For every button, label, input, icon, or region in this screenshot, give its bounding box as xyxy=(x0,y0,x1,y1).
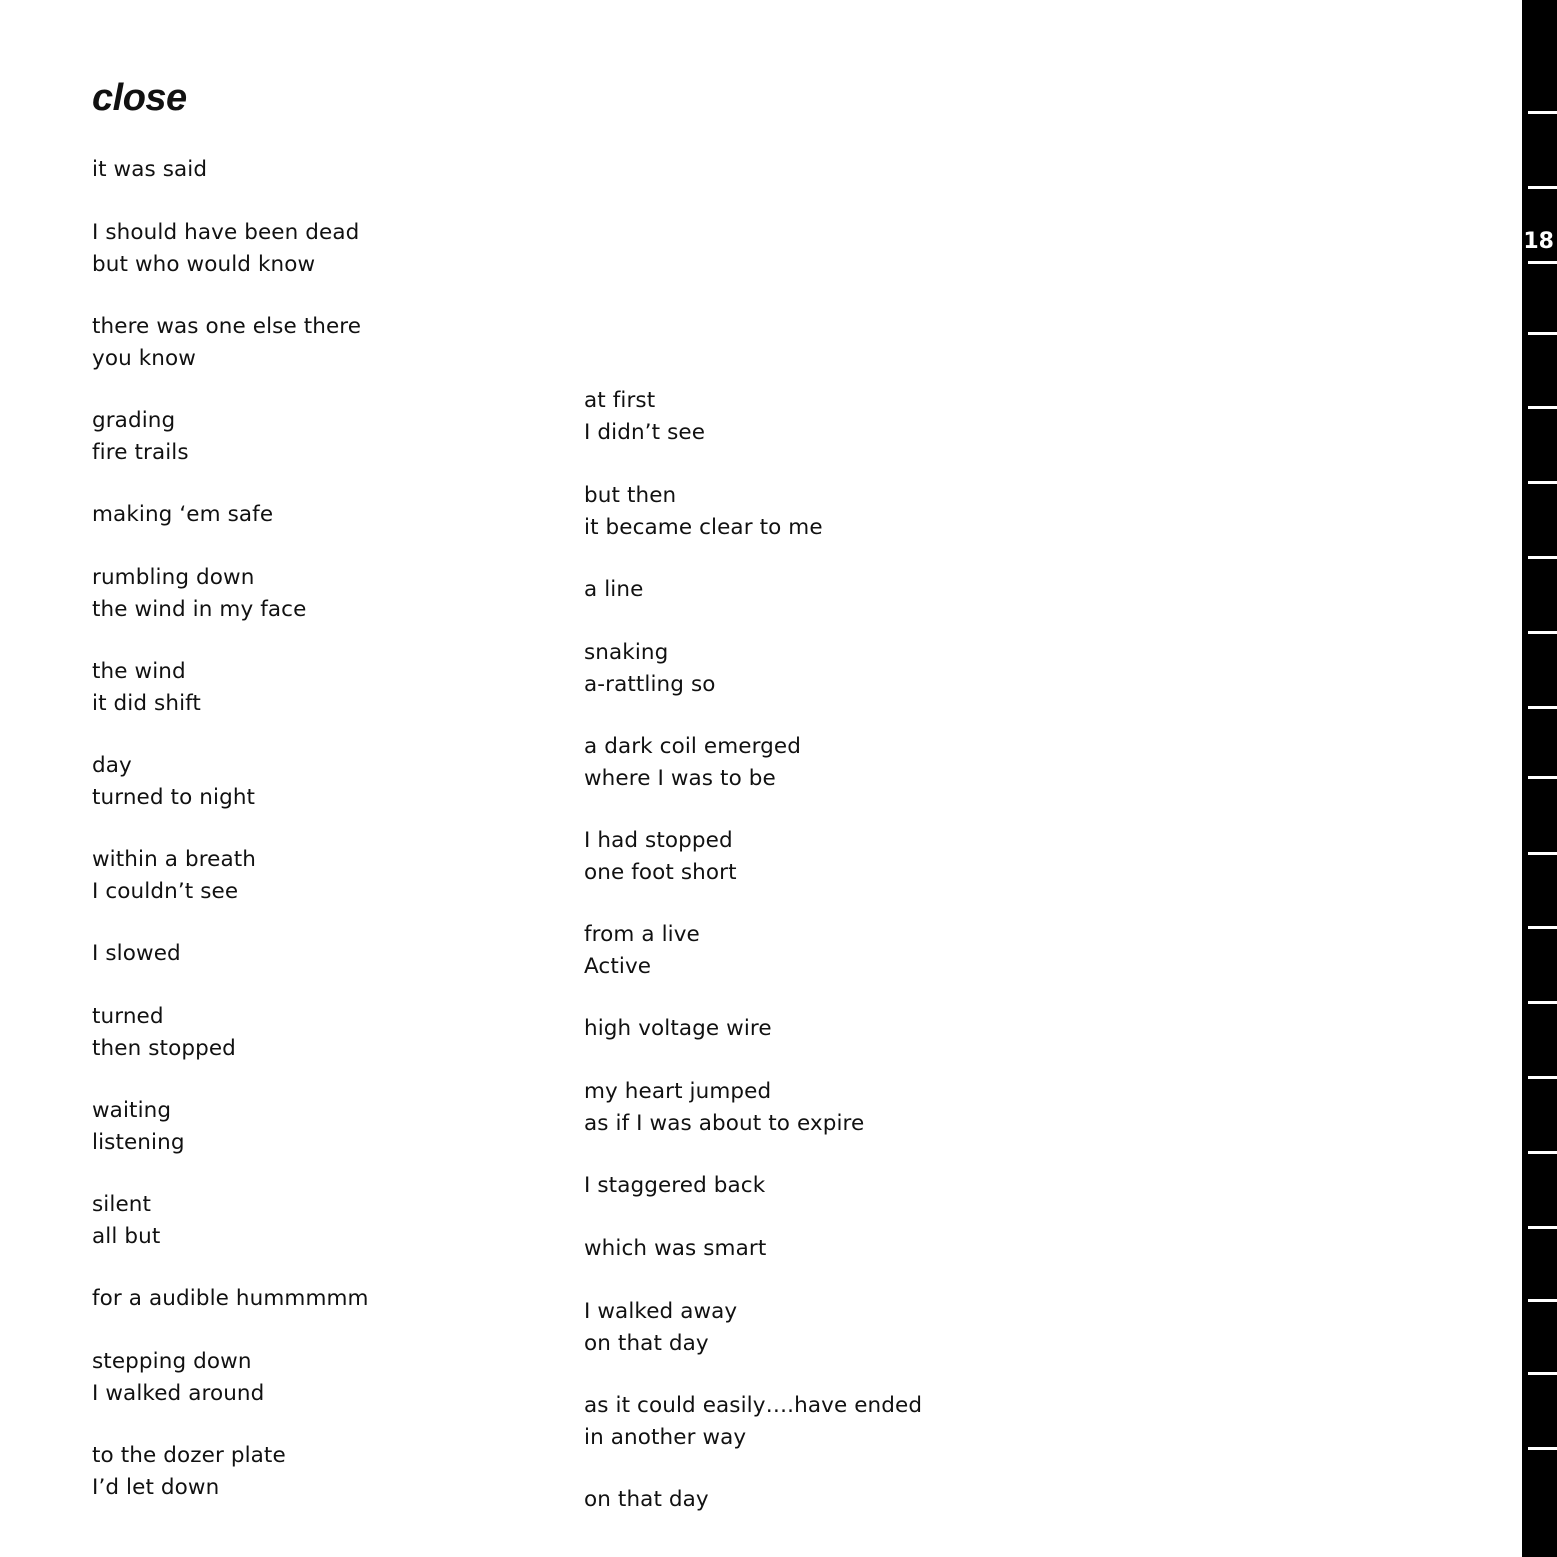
poem-line: making ‘em safe xyxy=(92,502,274,527)
stanza xyxy=(584,1076,864,1139)
poem-line: I walked away xyxy=(584,1299,738,1324)
thumb-index-tick xyxy=(1528,1076,1557,1079)
poem-line: to the dozer plate xyxy=(92,1443,286,1468)
stanza xyxy=(92,1095,185,1158)
poem-line: as if I was about to expire xyxy=(584,1110,865,1136)
stanza xyxy=(584,731,801,794)
stanza xyxy=(92,1189,160,1252)
stanza xyxy=(92,1346,264,1409)
poem-line: I slowed xyxy=(92,941,181,966)
thumb-index-tick xyxy=(1528,776,1557,779)
poem-line: then stopped xyxy=(92,1035,236,1061)
stanza xyxy=(92,217,359,280)
poem-line: you know xyxy=(92,345,196,371)
thumb-index-tick xyxy=(1528,406,1557,409)
stanza xyxy=(584,1484,709,1516)
poem-line: it became clear to me xyxy=(584,514,823,540)
poem-line: grading xyxy=(92,408,176,433)
poem-line: where I was to be xyxy=(584,765,776,791)
poem-line: listening xyxy=(92,1129,185,1155)
stanza xyxy=(92,1283,369,1315)
thumb-index-tick xyxy=(1528,186,1557,189)
stanza xyxy=(92,750,255,813)
page-number: 18 xyxy=(1523,229,1554,254)
thumb-index-tick xyxy=(1528,111,1557,114)
thumb-index-tick xyxy=(1528,706,1557,709)
thumb-index-tick xyxy=(1528,1299,1557,1302)
poem-line: the wind in my face xyxy=(92,596,307,622)
thumb-index-tick xyxy=(1528,556,1557,559)
poem-line: stepping down xyxy=(92,1349,252,1374)
stanza xyxy=(584,1233,766,1265)
poem-line: I didn’t see xyxy=(584,419,706,445)
poem-line: I’d let down xyxy=(92,1474,220,1500)
poem-line: Active xyxy=(584,953,652,979)
poem-line: rumbling down xyxy=(92,565,255,590)
stanza xyxy=(584,1296,737,1359)
poem-line: in another way xyxy=(584,1424,747,1450)
poem-line: within a breath xyxy=(92,847,257,872)
poem-line: I staggered back xyxy=(584,1173,766,1198)
poem-line: there was one else there xyxy=(92,314,362,339)
poem-line: as it could easily….have ended xyxy=(584,1393,923,1418)
thumb-index-tick xyxy=(1528,1447,1557,1450)
thumb-index-tick xyxy=(1528,926,1557,929)
poem-line: my heart jumped xyxy=(584,1079,772,1104)
poem-line: for a audible hummmmm xyxy=(92,1286,369,1311)
thumb-index-tick xyxy=(1528,631,1557,634)
poem-line: on that day xyxy=(584,1330,709,1356)
poem-line: waiting xyxy=(92,1098,172,1123)
thumb-index-tick xyxy=(1528,852,1557,855)
thumb-index-tick xyxy=(1528,261,1557,264)
stanza xyxy=(92,154,207,186)
poem-line: on that day xyxy=(584,1487,709,1512)
thumb-index-tick xyxy=(1528,332,1557,335)
poem-line: fire trails xyxy=(92,439,189,465)
poem-title: close xyxy=(92,77,187,119)
poem-line: day xyxy=(92,753,132,778)
stanza xyxy=(584,919,700,982)
poem-line: which was smart xyxy=(584,1236,767,1261)
stanza xyxy=(584,574,643,606)
stanza xyxy=(92,656,201,719)
poem-line: but then xyxy=(584,483,677,508)
poem-line: silent xyxy=(92,1192,152,1217)
stanza xyxy=(92,405,189,468)
stanza xyxy=(584,480,823,543)
poem-line: snaking xyxy=(584,640,669,665)
stanza xyxy=(584,1390,922,1453)
thumb-index-tick xyxy=(1528,1372,1557,1375)
stanza xyxy=(584,1170,765,1202)
poem-line: turned to night xyxy=(92,784,256,810)
poem-line: from a live xyxy=(584,922,700,947)
poem-line: turned xyxy=(92,1004,164,1029)
poem-line: I had stopped xyxy=(584,828,733,853)
thumb-index-tick xyxy=(1528,1226,1557,1229)
poem-line: I couldn’t see xyxy=(92,878,239,904)
poem-line: at first xyxy=(584,388,656,413)
poem-line: all but xyxy=(92,1223,161,1249)
stanza xyxy=(92,311,361,374)
poem-line: I walked around xyxy=(92,1380,265,1406)
stanza xyxy=(92,1440,286,1503)
poem-line: a-rattling so xyxy=(584,671,716,697)
stanza xyxy=(92,562,306,625)
poem-line: one foot short xyxy=(584,859,737,885)
poem-line: but who would know xyxy=(92,251,316,277)
poem-line: a line xyxy=(584,577,644,602)
stanza xyxy=(584,385,705,448)
stanza xyxy=(584,1013,772,1045)
poem-line: it did shift xyxy=(92,690,201,716)
poem-line: a dark coil emerged xyxy=(584,734,801,759)
thumb-index-tick xyxy=(1528,481,1557,484)
thumb-index-tick xyxy=(1528,1001,1557,1004)
thumb-index-tick xyxy=(1528,1151,1557,1154)
stanza xyxy=(92,499,273,531)
poem-line: the wind xyxy=(92,659,186,684)
poem-line: it was said xyxy=(92,157,208,182)
stanza xyxy=(92,844,256,907)
stanza xyxy=(92,1001,236,1064)
stanza xyxy=(92,938,181,970)
poem-line: I should have been dead xyxy=(92,220,360,245)
stanza xyxy=(584,637,716,700)
poem-line: high voltage wire xyxy=(584,1016,772,1041)
thumb-index-strip xyxy=(1522,0,1557,1557)
stanza xyxy=(584,825,737,888)
